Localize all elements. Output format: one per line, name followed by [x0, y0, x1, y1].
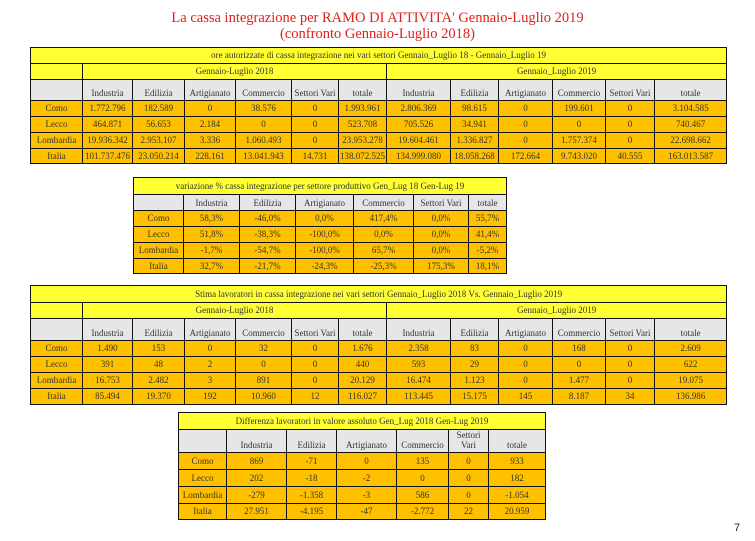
table-row: [31, 357, 727, 373]
table-cell: 145: [499, 389, 553, 405]
table-cell: 0: [553, 357, 606, 373]
column-header: Artigianato: [337, 430, 397, 453]
caption-row: [179, 413, 546, 430]
table-cell: 19.604.461: [387, 133, 451, 149]
column-header: Edilizia: [451, 319, 499, 341]
table-cell: 34.941: [451, 117, 499, 133]
table-cell: 138.072.525: [339, 149, 387, 164]
table-cell: 0: [292, 133, 339, 149]
table-cell: 83: [451, 341, 499, 357]
table-cell: 23.953.278: [339, 133, 387, 149]
table-cell: 740.467: [655, 117, 727, 133]
column-header-row: [31, 319, 727, 341]
table-cell: 16.753: [83, 373, 133, 389]
table-cell: 199.601: [553, 101, 606, 117]
table-cell: 27.951: [227, 504, 287, 520]
column-header: Edilizia: [133, 80, 185, 101]
column-header: totale: [655, 319, 727, 341]
table-cell: 101.737.476: [83, 149, 133, 164]
column-header: totale: [655, 80, 727, 101]
column-header: Industria: [83, 80, 133, 101]
column-header: Commercio: [397, 430, 449, 453]
table-row: [31, 149, 727, 164]
table-cell: 593: [387, 357, 451, 373]
column-header: Commercio: [553, 80, 606, 101]
table-row: [134, 243, 507, 259]
table-cell: 1.993.961: [339, 101, 387, 117]
column-header: Artigianato: [499, 80, 553, 101]
table-cell: 0: [606, 133, 655, 149]
table-cell: 0: [397, 470, 449, 487]
table-cell: 14.731: [292, 149, 339, 164]
table-cell: 58,3%: [184, 211, 240, 227]
blank-cell: [134, 195, 184, 211]
table-cell: 55,7%: [469, 211, 507, 227]
table-cell: 202: [227, 470, 287, 487]
table-cell: -1.358: [287, 487, 337, 504]
column-header-row: [31, 80, 727, 101]
table-cell: 0: [499, 341, 553, 357]
column-header: Artigianato: [499, 319, 553, 341]
table-cell: 933: [489, 453, 546, 470]
period-row: [31, 303, 727, 319]
row-label: Como: [31, 101, 83, 117]
blank-cell: [31, 80, 83, 101]
table-cell: -2: [337, 470, 397, 487]
column-header: totale: [339, 319, 387, 341]
table-cell: 0: [236, 357, 292, 373]
table-cell: -1.054: [489, 487, 546, 504]
row-label: Lombardia: [179, 487, 227, 504]
table-cell: 0,0%: [414, 211, 469, 227]
column-header: Edilizia: [133, 319, 185, 341]
row-label: Italia: [179, 504, 227, 520]
column-header: Settori Vari: [292, 80, 339, 101]
table-row: [31, 341, 727, 357]
table-row: [31, 133, 727, 149]
table-cell: 523.708: [339, 117, 387, 133]
table-cell: 113.445: [387, 389, 451, 405]
column-header: Edilizia: [287, 430, 337, 453]
row-label: Como: [179, 453, 227, 470]
table-row: [134, 211, 507, 227]
table-cell: 2: [185, 357, 236, 373]
table-cell: 0: [499, 373, 553, 389]
table-cell: 34: [606, 389, 655, 405]
table-row: [134, 259, 507, 274]
column-header: Industria: [83, 319, 133, 341]
period-header: Gennaio-Luglio 2018: [83, 64, 387, 80]
table-cell: 0,0%: [414, 243, 469, 259]
row-label: Lecco: [179, 470, 227, 487]
table-cell: 19.370: [133, 389, 185, 405]
table-cell: -47: [337, 504, 397, 520]
table-cell: 1.336.827: [451, 133, 499, 149]
table-cell: 440: [339, 357, 387, 373]
table-cell: 41,4%: [469, 227, 507, 243]
table-cell: 0: [606, 357, 655, 373]
table-cell: 622: [655, 357, 727, 373]
column-header: Edilizia: [240, 195, 296, 211]
table-differenza-lavoratori: [178, 412, 546, 520]
table-cell: 10.960: [236, 389, 292, 405]
table-cell: 38.576: [236, 101, 292, 117]
table-cell: 891: [236, 373, 292, 389]
period-row: [31, 64, 727, 80]
table-row: [31, 389, 727, 405]
table-cell: 18.058.268: [451, 149, 499, 164]
column-header: Edilizia: [451, 80, 499, 101]
table-cell: 2.953.107: [133, 133, 185, 149]
table-row: [31, 101, 727, 117]
table-cell: 2.609: [655, 341, 727, 357]
table-caption: Stima lavoratori in cassa integrazione nei vari settori Gennaio_Luglio 2018 Vs. Gennaio_Luglio 2019: [31, 286, 727, 303]
table-cell: 2.806.369: [387, 101, 451, 117]
table-cell: -1,7%: [184, 243, 240, 259]
table-cell: -46,0%: [240, 211, 296, 227]
table-cell: -54,7%: [240, 243, 296, 259]
column-header-row: [134, 195, 507, 211]
table-cell: 2.184: [185, 117, 236, 133]
column-header: totale: [469, 195, 507, 211]
table-cell: 0: [337, 453, 397, 470]
column-header: Commercio: [354, 195, 414, 211]
table-cell: 22: [449, 504, 489, 520]
row-label: Italia: [31, 149, 83, 164]
row-label: Como: [31, 341, 83, 357]
table-cell: -5,2%: [469, 243, 507, 259]
table-cell: 464.871: [83, 117, 133, 133]
table-cell: -71: [287, 453, 337, 470]
table-cell: -2.772: [397, 504, 449, 520]
period-header: Gennaio_Luglio 2019: [387, 64, 727, 80]
column-header: Commercio: [236, 80, 292, 101]
table-cell: 182: [489, 470, 546, 487]
table-cell: 1.123: [451, 373, 499, 389]
table-cell: 1.676: [339, 341, 387, 357]
table-cell: 0: [292, 117, 339, 133]
column-header: totale: [339, 80, 387, 101]
table-cell: 0: [185, 101, 236, 117]
table-cell: 16.474: [387, 373, 451, 389]
page-number: 7: [734, 522, 741, 534]
table-cell: 705.526: [387, 117, 451, 133]
table-cell: 0: [292, 357, 339, 373]
table-caption: Differenza lavoratori in valore assoluto Gen_Lug 2018 Gen-Lug 2019: [179, 413, 546, 430]
table-cell: 3.336: [185, 133, 236, 149]
table-cell: 65,7%: [354, 243, 414, 259]
column-header: Settori Vari: [606, 319, 655, 341]
table-cell: 163.013.587: [655, 149, 727, 164]
column-header: Artigianato: [185, 319, 236, 341]
table-variazione-percentuale: [133, 177, 507, 274]
table-cell: 1.772.796: [83, 101, 133, 117]
row-label: Lombardia: [31, 373, 83, 389]
table-row: [179, 504, 546, 520]
table-cell: 0: [292, 373, 339, 389]
page-subtitle: (confronto Gennaio-Luglio 2018): [280, 26, 475, 42]
table-cell: 192: [185, 389, 236, 405]
table-cell: 172.664: [499, 149, 553, 164]
row-label: Lecco: [31, 117, 83, 133]
table-cell: 586: [397, 487, 449, 504]
table-cell: 182.589: [133, 101, 185, 117]
row-label: Lecco: [134, 227, 184, 243]
row-label: Como: [134, 211, 184, 227]
table-cell: 228.161: [185, 149, 236, 164]
table-cell: 0,0%: [414, 227, 469, 243]
row-label: Italia: [134, 259, 184, 274]
table-cell: 0,0%: [354, 227, 414, 243]
column-header: Settori Vari: [449, 430, 489, 453]
table-cell: -25,3%: [354, 259, 414, 274]
row-label: Lombardia: [31, 133, 83, 149]
table-cell: 29: [451, 357, 499, 373]
table-cell: 19.936.342: [83, 133, 133, 149]
table-cell: 0: [606, 101, 655, 117]
row-label: Italia: [31, 389, 83, 405]
table-cell: 22.698.662: [655, 133, 727, 149]
table-cell: 134.999.080: [387, 149, 451, 164]
column-header: Industria: [227, 430, 287, 453]
table-cell: -21,7%: [240, 259, 296, 274]
table-cell: 3: [185, 373, 236, 389]
table-cell: -18: [287, 470, 337, 487]
row-label: Lombardia: [134, 243, 184, 259]
table-cell: -100,0%: [296, 227, 354, 243]
table-cell: 1.490: [83, 341, 133, 357]
table-cell: 168: [553, 341, 606, 357]
table-cell: 32: [236, 341, 292, 357]
table-row: [134, 227, 507, 243]
table-cell: 135: [397, 453, 449, 470]
column-header: Commercio: [236, 319, 292, 341]
table-caption: variazione % cassa integrazione per settore produttivo Gen_Lug 18 Gen-Lug 19: [134, 178, 507, 195]
blank-cell: [31, 64, 83, 80]
table-cell: 0: [185, 341, 236, 357]
table-cell: 19.075: [655, 373, 727, 389]
table-cell: 0: [606, 341, 655, 357]
column-header: totale: [489, 430, 546, 453]
table-cell: 0: [449, 453, 489, 470]
table-row: [179, 453, 546, 470]
column-header: Industria: [387, 319, 451, 341]
table-cell: 20.129: [339, 373, 387, 389]
table-cell: 175,3%: [414, 259, 469, 274]
table-cell: -279: [227, 487, 287, 504]
table-cell: 0: [236, 117, 292, 133]
table-row: [31, 117, 727, 133]
table-cell: 15.175: [451, 389, 499, 405]
column-header: Settori Vari: [606, 80, 655, 101]
table-cell: 9.743.020: [553, 149, 606, 164]
table-cell: 136.986: [655, 389, 727, 405]
column-header: Commercio: [553, 319, 606, 341]
table-cell: -100,0%: [296, 243, 354, 259]
blank-cell: [31, 319, 83, 341]
blank-cell: [179, 430, 227, 453]
table-cell: 2.482: [133, 373, 185, 389]
table-cell: 2.358: [387, 341, 451, 357]
table-cell: 116.027: [339, 389, 387, 405]
table-row: [31, 373, 727, 389]
table-cell: 391: [83, 357, 133, 373]
caption-row: [31, 48, 727, 64]
table-row: [179, 487, 546, 504]
period-header: Gennaio-Luglio 2018: [83, 303, 387, 319]
row-label: Lecco: [31, 357, 83, 373]
column-header: Artigianato: [296, 195, 354, 211]
table-stima-lavoratori: [30, 285, 727, 405]
table-row: [179, 470, 546, 487]
caption-row: [31, 286, 727, 303]
column-header: Industria: [184, 195, 240, 211]
table-cell: 0,0%: [296, 211, 354, 227]
table-cell: 32,7%: [184, 259, 240, 274]
table-cell: -3: [337, 487, 397, 504]
table-cell: 85.494: [83, 389, 133, 405]
column-header: Artigianato: [185, 80, 236, 101]
column-header: Industria: [387, 80, 451, 101]
table-cell: 56.653: [133, 117, 185, 133]
caption-row: [134, 178, 507, 195]
table-cell: 1.757.374: [553, 133, 606, 149]
table-cell: 1.060.493: [236, 133, 292, 149]
table-cell: 48: [133, 357, 185, 373]
table-cell: 40.555: [606, 149, 655, 164]
table-cell: 23.050.214: [133, 149, 185, 164]
page-title: La cassa integrazione per RAMO DI ATTIVITA' Gennaio-Luglio 2019: [171, 10, 584, 26]
table-cell: -4.195: [287, 504, 337, 520]
table-cell: 51,8%: [184, 227, 240, 243]
table-cell: 20.959: [489, 504, 546, 520]
table-cell: 98.615: [451, 101, 499, 117]
table-cell: 0: [499, 133, 553, 149]
table-cell: 869: [227, 453, 287, 470]
column-header: Settori Vari: [292, 319, 339, 341]
table-cell: 0: [292, 341, 339, 357]
table-cell: 153: [133, 341, 185, 357]
table-cell: 417,4%: [354, 211, 414, 227]
table-cell: 13.041.943: [236, 149, 292, 164]
column-header: Settori Vari: [414, 195, 469, 211]
table-cell: 0: [606, 373, 655, 389]
table-cell: 18,1%: [469, 259, 507, 274]
table-cell: 0: [449, 487, 489, 504]
table-cell: -24,3%: [296, 259, 354, 274]
table-cell: 0: [499, 117, 553, 133]
table-cell: 0: [606, 117, 655, 133]
table-cell: 12: [292, 389, 339, 405]
table-ore-autorizzate: [30, 47, 727, 164]
period-header: Gennaio_Luglio 2019: [387, 303, 727, 319]
table-cell: 8.187: [553, 389, 606, 405]
table-cell: 0: [499, 101, 553, 117]
table-cell: 0: [292, 101, 339, 117]
blank-cell: [31, 303, 83, 319]
table-cell: -38,3%: [240, 227, 296, 243]
table-cell: 0: [499, 357, 553, 373]
table-caption: ore autorizzate di cassa integrazione nei vari settori Gennaio_Luglio 18 - Gennaio_Luglio 19: [31, 48, 727, 64]
column-header-row: [179, 430, 546, 453]
table-cell: 0: [553, 117, 606, 133]
table-cell: 0: [449, 470, 489, 487]
table-cell: 3.104.585: [655, 101, 727, 117]
table-cell: 1.477: [553, 373, 606, 389]
